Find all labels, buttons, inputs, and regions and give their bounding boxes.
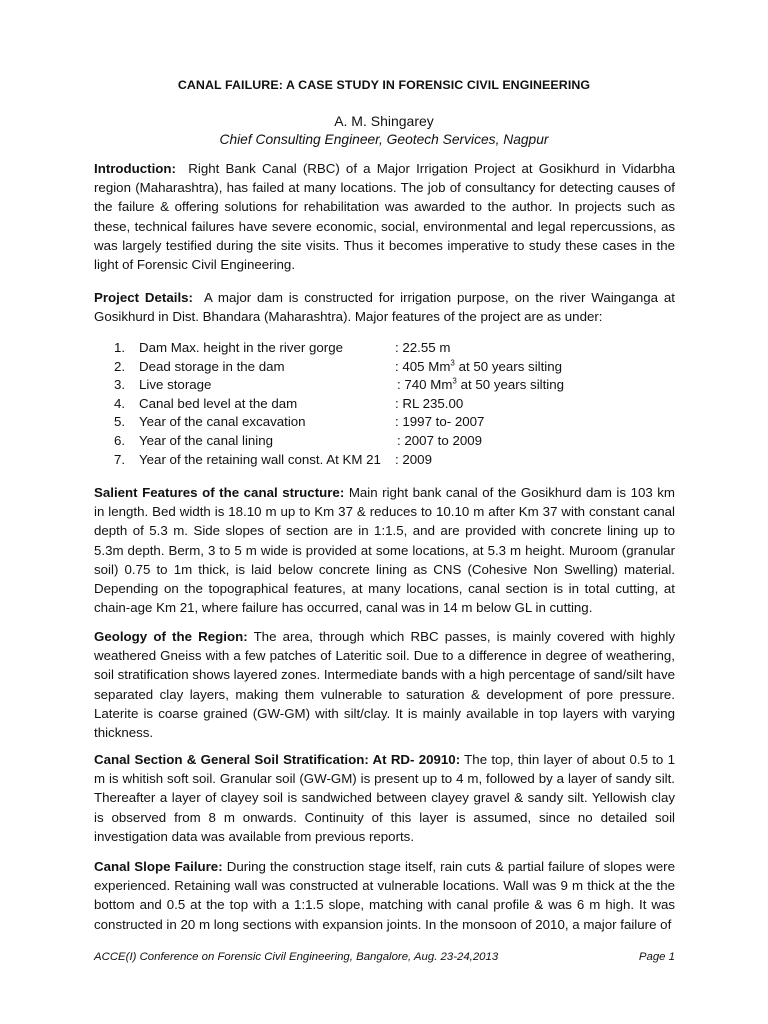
feature-value-text: : 2009 <box>395 451 432 467</box>
project-features-list <box>114 339 594 469</box>
slope-failure-heading: Canal Slope Failure: <box>94 859 223 874</box>
footer-conference: ACCE(I) Conference on Forensic Civil Engineering, Bangalore, Aug. 23-24,2013 <box>94 951 499 963</box>
feature-value <box>395 451 432 470</box>
project-details-paragraph <box>94 288 675 326</box>
soil-stratification-paragraph <box>94 750 675 846</box>
feature-value-text: : 22.55 m <box>395 340 451 355</box>
feature-value-suffix: at 50 years silting <box>456 377 565 393</box>
feature-unit-exponent: 3 <box>450 358 455 368</box>
feature-value <box>397 376 564 395</box>
feature-label: Live storage <box>139 377 212 393</box>
project-details-body: A major dam is constructed for irrigation purpose, on the river Wainganga at Gosikhurd in Dist. Bhandara (Maharashtra). Major features of the project are as under: <box>94 290 675 325</box>
geology-heading: Geology of the Region: <box>94 629 248 644</box>
author-name: A. M. Shingarey <box>334 113 434 129</box>
salient-features-heading: Salient Features of the canal structure: <box>94 485 345 500</box>
feature-label: Year of the retaining wall const. At KM 21 <box>139 451 381 467</box>
feature-value-suffix: at 50 years silting <box>454 358 563 374</box>
feature-label: Year of the canal lining <box>139 432 274 448</box>
feature-label: Dead storage in the dam <box>139 358 285 374</box>
soil-stratification-body: The top, thin layer of about 0.5 to 1 m is whitish soft soil. Granular soil (GW-GM) is present up to 4 m, followed by a layer of sandy silt. Thereafter a layer of clayey soil is sandwiched between clayey gravel & sandy silt. Yellowish clay is observed from 8 m onwards. Continuity of this layer is assumed, since no detailed soil investigation data was available from previous reports. <box>94 752 675 844</box>
feature-value-text: : 1997 to- 2007 <box>395 414 485 430</box>
feature-item <box>114 395 594 414</box>
geology-body: The area, through which RBC passes, is mainly covered with highly weathered Gneiss with a few patches of Lateritic soil. Due to a difference in degree of weathering, soil stratification shows layered zones. Intermediate bands with a high percentage of sand/silt have separated clay layers, making them vulnerable to saturation & development of pore pressure. Laterite is coarse grained (GW-GM) with silt/clay. It is mainly available in top layers with varying thickness. <box>94 629 676 741</box>
slope-failure-paragraph <box>94 857 675 934</box>
feature-value <box>395 413 484 432</box>
soil-stratification-heading: Canal Section & General Soil Stratification: At RD- 20910: <box>94 752 461 767</box>
feature-value-text: : 2007 to 2009 <box>397 432 483 448</box>
feature-unit-exponent: 3 <box>452 376 457 386</box>
feature-number: 7. <box>114 451 126 467</box>
feature-value <box>397 432 482 451</box>
introduction-heading: Introduction: <box>94 161 176 176</box>
feature-value-text: : 405 Mm <box>395 358 451 374</box>
feature-value-text: : RL 235.00 <box>395 395 464 411</box>
feature-number: 1. <box>114 340 126 355</box>
feature-item <box>114 432 594 451</box>
feature-item <box>114 376 594 395</box>
feature-number: 4. <box>114 395 126 411</box>
feature-value <box>395 395 463 414</box>
feature-label: Year of the canal excavation <box>139 414 306 430</box>
footer-page-number: Page 1 <box>638 951 675 963</box>
feature-number: 5. <box>114 414 126 430</box>
introduction-body: Right Bank Canal (RBC) of a Major Irrigation Project at Gosikhurd in Vidarbha region (Maharashtra), has failed at many locations. The job of consultancy for detecting causes of the failure & offering solutions for rehabilitation was awarded to the author. In projects such as these, technical failures have severe economic, social, environmental and legal repercussions, as was largely testified during the site visits. Thus it becomes imperative to study these cases in the light of Forensic Civil Engineering. <box>94 161 676 273</box>
feature-number: 6. <box>114 432 126 448</box>
paper-title: CANAL FAILURE: A CASE STUDY IN FORENSIC CIVIL ENGINEERING <box>177 78 591 92</box>
feature-item <box>114 339 594 358</box>
feature-item <box>114 413 594 432</box>
feature-number: 2. <box>114 358 126 374</box>
feature-value <box>395 339 450 358</box>
feature-item <box>114 358 594 377</box>
feature-value <box>395 358 562 377</box>
slope-failure-body: During the construction stage itself, rain cuts & partial failure of slopes were experienced. Retaining wall was constructed at vulnerable locations. Wall was 9 m thick at the the bottom and 0.5 at the top with a 1:1.5 slope, matching with canal profile & was 6 m high. It was constructed in 20 m long sections with expansion joints. In the monsoon of 2010, a major failure of <box>94 859 676 932</box>
project-details-heading: Project Details: <box>94 290 193 305</box>
feature-item <box>114 451 594 470</box>
feature-value-text: : 740 Mm <box>397 377 453 393</box>
introduction-paragraph <box>94 159 675 274</box>
feature-label: Dam Max. height in the river gorge <box>139 340 343 355</box>
feature-label: Canal bed level at the dam <box>139 395 298 411</box>
salient-features-body: Main right bank canal of the Gosikhurd dam is 103 km in length. Bed width is 18.10 m up to Km 37 & reduces to 10.10 m after Km 37 with constant canal depth of 5.3 m. Side slopes of section are in 1:1.5, and are provided with concrete lining up to 5.3m depth. Berm, 3 to 5 m wide is provided at some locations, at 5.3 m height. Muroom (granular soil) 0.75 to 1m thick, is laid below concrete lining as CNS (Cohesive Non Swelling) material. Depending on the topographical features, at many locations, canal section is in total cutting, at chain-age Km 21, where failure has occurred, canal was in 14 m below GL in cutting. <box>94 485 676 616</box>
salient-features-paragraph <box>94 483 675 617</box>
geology-paragraph <box>94 627 675 742</box>
feature-number: 3. <box>114 377 126 393</box>
author-affiliation: Chief Consulting Engineer, Geotech Services, Nagpur <box>219 132 549 147</box>
